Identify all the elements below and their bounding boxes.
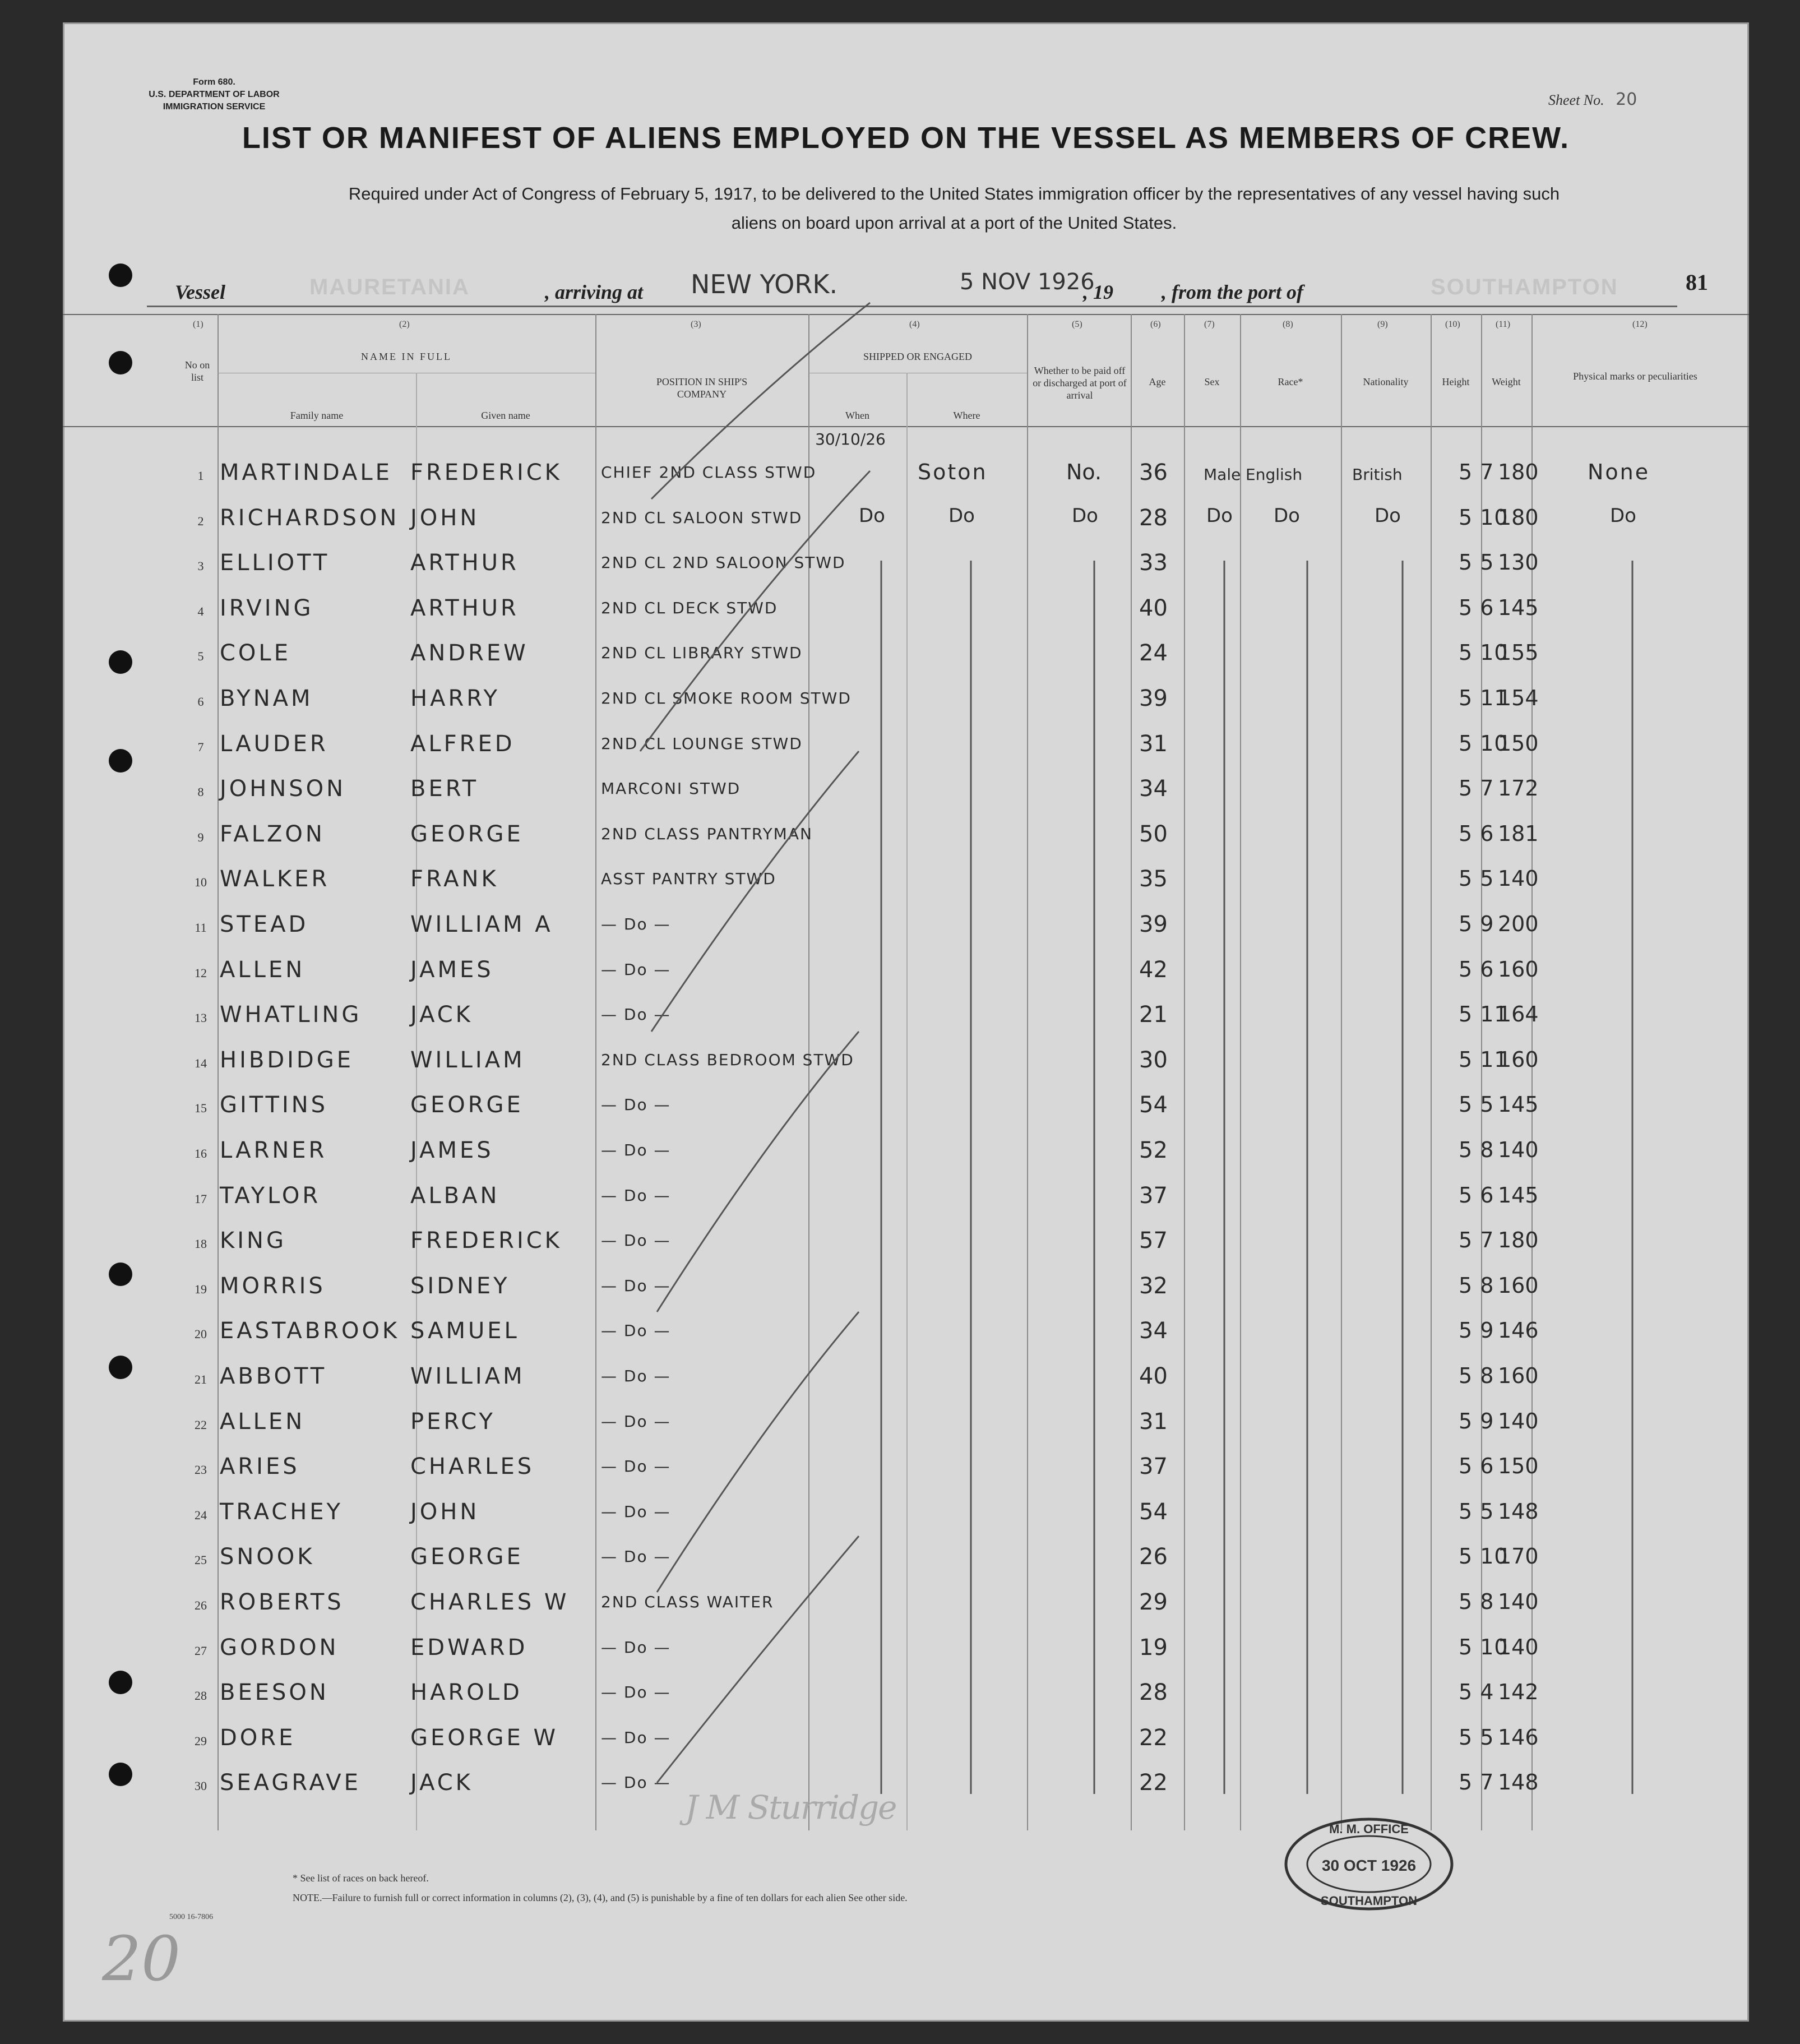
family-name: FALZON	[220, 821, 325, 847]
row-number: 28	[195, 1689, 207, 1703]
family-name: MARTINDALE	[220, 460, 392, 485]
age: 24	[1139, 640, 1168, 667]
family-name: COLE	[220, 640, 291, 667]
row-number: 24	[195, 1507, 207, 1522]
check-stroke	[657, 1536, 859, 1783]
family-name: BEESON	[220, 1680, 329, 1706]
row2-sex: Do	[1206, 505, 1233, 527]
row-number: 17	[195, 1191, 207, 1206]
col-num: (1)	[193, 320, 203, 329]
arrival-date: 5 NOV 1926	[960, 269, 1095, 295]
family-name: ELLIOTT	[220, 550, 330, 576]
arriving-label: , arriving at	[545, 281, 644, 303]
check-stroke	[640, 471, 870, 751]
col-num: (5)	[1072, 320, 1082, 329]
form-code: 5000 16-7806	[169, 1913, 214, 1921]
family-name: IRVING	[220, 595, 314, 621]
age: 39	[1139, 686, 1168, 711]
col-num: (12)	[1632, 320, 1648, 329]
weight: 160	[1498, 956, 1539, 982]
position: — Do —	[601, 1321, 671, 1340]
hdr-family-name: Family name	[290, 410, 344, 421]
check-stroke	[651, 303, 870, 499]
weight: 145	[1498, 595, 1539, 620]
arriving-port: NEW YORK.	[691, 269, 838, 299]
given-name: JACK	[410, 1770, 473, 1796]
row1-paid: No.	[1066, 460, 1102, 484]
margin-note: 20	[102, 1923, 181, 1995]
position: — Do —	[601, 915, 671, 933]
family-name: TRACHEY	[220, 1499, 343, 1525]
height: 5 9	[1459, 912, 1494, 936]
position: — Do —	[601, 1773, 671, 1792]
family-name: DORE	[220, 1724, 296, 1751]
height: 5 5	[1459, 1724, 1494, 1750]
height: 5 11	[1459, 1002, 1509, 1027]
row2-when: Do	[859, 505, 885, 527]
check-stroke	[657, 1312, 859, 1592]
age: 54	[1139, 1499, 1168, 1525]
weight: 142	[1498, 1680, 1539, 1705]
age: 40	[1139, 1363, 1168, 1389]
position: — Do —	[601, 1141, 671, 1159]
row1-sex: Male	[1204, 465, 1241, 484]
form-number: Form 680.	[193, 77, 235, 87]
given-name: SIDNEY	[410, 1273, 510, 1299]
age: 39	[1139, 912, 1168, 937]
family-name: GITTINS	[220, 1092, 328, 1118]
weight: 172	[1498, 776, 1539, 801]
height: 5 5	[1459, 1499, 1494, 1524]
family-name: SEAGRAVE	[220, 1770, 361, 1796]
row-number: 5	[197, 649, 204, 664]
height: 5 10	[1459, 640, 1509, 665]
weight: 160	[1498, 1047, 1539, 1072]
weight: 145	[1498, 1182, 1539, 1208]
position: — Do —	[601, 1457, 671, 1476]
from-port: SOUTHAMPTON	[1431, 275, 1618, 299]
height: 5 6	[1459, 1182, 1494, 1208]
age: 29	[1139, 1589, 1168, 1615]
row-number: 27	[195, 1643, 207, 1658]
height: 5 7	[1459, 776, 1494, 801]
position: — Do —	[601, 1186, 671, 1205]
hdr-shipped: SHIPPED OR ENGAGED	[863, 351, 972, 362]
weight: 140	[1498, 866, 1539, 891]
height: 5 11	[1459, 686, 1509, 710]
row-number: 13	[195, 1011, 207, 1025]
weight: 180	[1498, 505, 1539, 530]
weight: 160	[1498, 1273, 1539, 1298]
hdr-age: Age	[1149, 376, 1166, 387]
given-name: FREDERICK	[410, 1228, 562, 1254]
hdr-where: Where	[953, 410, 980, 421]
row1-marks: None	[1588, 460, 1650, 484]
given-name: GEORGE	[410, 821, 524, 847]
family-name: ARIES	[220, 1454, 300, 1480]
row2-nationality: Do	[1375, 505, 1401, 527]
family-name: JOHNSON	[220, 776, 346, 802]
given-name: JOHN	[410, 1499, 480, 1525]
weight: 180	[1498, 460, 1539, 484]
manifest-sheet	[63, 22, 1749, 2022]
hdr-when: When	[845, 410, 869, 421]
family-name: GORDON	[220, 1634, 339, 1661]
row-number: 12	[195, 965, 207, 980]
height: 5 5	[1459, 866, 1494, 891]
family-name: TAYLOR	[220, 1182, 321, 1209]
given-name: PERCY	[410, 1408, 496, 1435]
weight: 154	[1498, 686, 1539, 710]
page-title: LIST OR MANIFEST OF ALIENS EMPLOYED ON THE VESSEL AS MEMBERS OF CREW.	[242, 121, 1570, 155]
department: U.S. DEPARTMENT OF LABOR	[149, 90, 280, 99]
row2-marks: Do	[1610, 505, 1636, 527]
row2-where: Do	[948, 505, 975, 527]
row2-race: Do	[1274, 505, 1300, 527]
hdr-nationality: Nationality	[1363, 376, 1409, 387]
stamp-date: 30 OCT 1926	[1321, 1857, 1417, 1874]
row-number: 3	[197, 559, 204, 574]
family-name: ALLEN	[220, 1408, 306, 1435]
given-name: JAMES	[410, 956, 494, 983]
row-number: 14	[195, 1056, 207, 1070]
position: — Do —	[601, 1276, 671, 1295]
height: 5 8	[1459, 1363, 1494, 1388]
weight: 150	[1498, 730, 1539, 756]
height: 5 6	[1459, 821, 1494, 846]
age: 28	[1139, 505, 1168, 531]
col-num: (10)	[1445, 320, 1460, 329]
col-num: (9)	[1377, 320, 1388, 329]
hdr-height: Height	[1442, 376, 1470, 387]
age: 37	[1139, 1182, 1168, 1209]
row-number: 18	[195, 1237, 207, 1251]
row-number: 1	[197, 469, 204, 483]
position: CHIEF 2ND CLASS STWD	[601, 463, 817, 482]
position: — Do —	[601, 1728, 671, 1747]
col-num: (2)	[399, 320, 410, 329]
vessel-label: Vessel	[175, 281, 225, 303]
given-name: GEORGE W	[410, 1724, 559, 1751]
age: 26	[1139, 1544, 1168, 1570]
position: — Do —	[601, 1547, 671, 1566]
position: — Do —	[601, 1638, 671, 1657]
col-num: (3)	[691, 320, 701, 329]
given-name: BERT	[410, 776, 479, 802]
weight: 148	[1498, 1499, 1539, 1524]
given-name: FRANK	[410, 866, 499, 892]
row-number: 8	[197, 785, 204, 799]
stamp-bottom: SOUTHAMPTON	[1321, 1894, 1417, 1908]
height: 5 4	[1459, 1680, 1494, 1705]
weight: 148	[1498, 1770, 1539, 1795]
row-number: 20	[195, 1327, 207, 1342]
position: 2ND CL LOUNGE STWD	[601, 734, 803, 753]
weight: 180	[1498, 1228, 1539, 1253]
age: 36	[1139, 460, 1168, 485]
age: 31	[1139, 1408, 1168, 1435]
position: MARCONI STWD	[601, 779, 741, 798]
row-number: 23	[195, 1463, 207, 1477]
height: 5 8	[1459, 1273, 1494, 1298]
family-name: SNOOK	[220, 1544, 315, 1570]
position: 2ND CL SMOKE ROOM STWD	[601, 689, 852, 707]
row2-paid: Do	[1072, 505, 1098, 527]
height: 5 6	[1459, 1454, 1494, 1479]
family-name: ALLEN	[220, 956, 306, 983]
subtitle-line-1: Required under Act of Congress of February 5, 1917, to be delivered to the United States immigration officer by the representatives of any vessel having such	[348, 184, 1560, 204]
vessel-name: MAURETANIA	[309, 275, 470, 299]
given-name: WILLIAM	[410, 1363, 525, 1389]
position: — Do —	[601, 1095, 671, 1115]
from-label: , from the port of	[1162, 281, 1304, 303]
weight: 170	[1498, 1544, 1539, 1569]
hdr-given-name: Given name	[481, 410, 530, 421]
height: 5 5	[1459, 1092, 1494, 1117]
family-name: STEAD	[220, 912, 309, 937]
hdr-no-on-list: No on list	[184, 359, 210, 383]
family-name: HIBDIDGE	[220, 1047, 354, 1073]
family-name: KING	[220, 1228, 286, 1254]
weight: 181	[1498, 821, 1539, 846]
year-label: , 19	[1083, 281, 1113, 303]
family-name: ROBERTS	[220, 1589, 344, 1615]
family-name: WALKER	[220, 866, 330, 892]
position: 2ND CLASS WAITER	[601, 1593, 774, 1611]
given-name: EDWARD	[410, 1634, 528, 1661]
given-name: ARTHUR	[410, 595, 519, 621]
service: IMMIGRATION SERVICE	[163, 102, 266, 112]
height: 5 11	[1459, 1047, 1509, 1072]
hdr-marks: Physical marks or peculiarities	[1573, 371, 1697, 382]
given-name: JACK	[410, 1002, 473, 1028]
given-name: JOHN	[410, 505, 480, 531]
row1-where: Soton	[918, 460, 988, 484]
height: 5 9	[1459, 1408, 1494, 1433]
row-number: 19	[195, 1282, 207, 1296]
position: — Do —	[601, 1683, 671, 1702]
given-name: ANDREW	[410, 640, 529, 667]
sheet-value: 20	[1616, 90, 1637, 109]
given-name: ALFRED	[410, 730, 515, 757]
family-name: WHATLING	[220, 1002, 362, 1028]
row-number: 7	[197, 739, 204, 754]
age: 34	[1139, 1318, 1168, 1344]
weight: 150	[1498, 1454, 1539, 1479]
hdr-weight: Weight	[1492, 376, 1521, 387]
weight: 200	[1498, 912, 1539, 936]
row-number: 25	[195, 1553, 207, 1567]
weight: 146	[1498, 1318, 1539, 1343]
col-num: (4)	[909, 320, 920, 329]
position: — Do —	[601, 1412, 671, 1431]
col-num: (11)	[1496, 320, 1511, 329]
given-name: GEORGE	[410, 1544, 524, 1570]
row-number: 21	[195, 1372, 207, 1386]
age: 57	[1139, 1228, 1168, 1254]
height: 5 5	[1459, 550, 1494, 575]
weight: 140	[1498, 1634, 1539, 1659]
row1-nationality: British	[1352, 465, 1403, 484]
row-number: 10	[195, 875, 207, 890]
weight: 140	[1498, 1589, 1539, 1614]
footnote-note: NOTE.—Failure to furnish full or correct information in columns (2), (3), (4), and (5) is punishable by a fine of ten dollars for each alien See other side.	[293, 1892, 908, 1903]
height: 5 9	[1459, 1318, 1494, 1343]
height: 5 7	[1459, 460, 1494, 484]
signature: J M Sturridge	[685, 1788, 896, 1826]
given-name: CHARLES	[410, 1454, 535, 1480]
row1-when: 30/10/26	[815, 430, 886, 448]
age: 31	[1139, 730, 1168, 757]
position: — Do —	[601, 1231, 671, 1250]
family-name: EASTABROOK	[220, 1318, 400, 1344]
age: 22	[1139, 1770, 1168, 1796]
height: 5 10	[1459, 730, 1509, 756]
position: 2ND CL DECK STWD	[601, 598, 778, 617]
weight: 164	[1498, 1002, 1539, 1027]
age: 19	[1139, 1634, 1168, 1661]
weight: 130	[1498, 550, 1539, 575]
weight: 160	[1498, 1363, 1539, 1388]
position: 2ND CL 2ND SALOON STWD	[601, 553, 846, 572]
position: — Do —	[601, 960, 671, 979]
height: 5 7	[1459, 1228, 1494, 1253]
age: 54	[1139, 1092, 1168, 1118]
row-number: 15	[195, 1101, 207, 1116]
ditto-lines	[63, 22, 1749, 2022]
row-number: 26	[195, 1598, 207, 1612]
check-stroke	[651, 751, 859, 1032]
hdr-position: POSITION IN SHIP'S COMPANY	[656, 376, 748, 400]
weight: 140	[1498, 1137, 1539, 1162]
weight: 140	[1498, 1408, 1539, 1433]
hdr-paid-off: Whether to be paid off or discharged at port of arrival	[1033, 365, 1127, 401]
col-num: (6)	[1150, 320, 1161, 329]
height: 5 6	[1459, 956, 1494, 982]
position: 2ND CLASS PANTRYMAN	[601, 824, 813, 843]
age: 42	[1139, 956, 1168, 983]
age: 52	[1139, 1137, 1168, 1163]
family-name: MORRIS	[220, 1273, 326, 1299]
page-number: 81	[1686, 270, 1708, 295]
check-stroke	[657, 1032, 859, 1312]
height: 5 10	[1459, 505, 1509, 530]
given-name: GEORGE	[410, 1092, 524, 1118]
given-name: CHARLES W	[410, 1589, 570, 1615]
height: 5 8	[1459, 1589, 1494, 1614]
height: 5 10	[1459, 1544, 1509, 1569]
position: — Do —	[601, 1502, 671, 1521]
position: — Do —	[601, 1005, 671, 1024]
position: — Do —	[601, 1367, 671, 1385]
col-num: (7)	[1204, 320, 1215, 329]
sheet-label: Sheet No.	[1548, 92, 1604, 108]
family-name: LARNER	[220, 1137, 327, 1163]
position: 2ND CLASS BEDROOM STWD	[601, 1050, 854, 1069]
height: 5 8	[1459, 1137, 1494, 1162]
age: 32	[1139, 1273, 1168, 1299]
height: 5 7	[1459, 1770, 1494, 1795]
subtitle-line-2: aliens on board upon arrival at a port of the United States.	[731, 213, 1177, 233]
hdr-name-in-full: NAME IN FULL	[361, 351, 452, 362]
row-number: 30	[195, 1779, 207, 1793]
age: 30	[1139, 1047, 1168, 1073]
family-name: LAUDER	[220, 730, 328, 757]
age: 34	[1139, 776, 1168, 802]
age: 33	[1139, 550, 1168, 576]
row-number: 6	[197, 695, 204, 709]
hdr-sex: Sex	[1204, 376, 1220, 387]
age: 50	[1139, 821, 1168, 847]
height: 5 6	[1459, 595, 1494, 620]
height: 5 10	[1459, 1634, 1509, 1659]
given-name: SAMUEL	[410, 1318, 520, 1344]
family-name: BYNAM	[220, 686, 313, 711]
age: 22	[1139, 1724, 1168, 1751]
row-number: 11	[195, 921, 207, 935]
row1-race: English	[1246, 465, 1303, 484]
weight: 145	[1498, 1092, 1539, 1117]
family-name: ABBOTT	[220, 1363, 327, 1389]
weight: 155	[1498, 640, 1539, 665]
family-name: RICHARDSON	[220, 505, 400, 531]
office-stamp	[1282, 1816, 1456, 1912]
given-name: FREDERICK	[410, 460, 562, 485]
row-number: 2	[197, 514, 204, 528]
position: 2ND CL LIBRARY STWD	[601, 644, 803, 663]
given-name: ARTHUR	[410, 550, 519, 576]
row-number: 22	[195, 1417, 207, 1432]
given-name: ALBAN	[410, 1182, 500, 1209]
row-number: 29	[195, 1733, 207, 1748]
given-name: JAMES	[410, 1137, 494, 1163]
age: 40	[1139, 595, 1168, 621]
age: 37	[1139, 1454, 1168, 1480]
given-name: WILLIAM	[410, 1047, 525, 1073]
age: 21	[1139, 1002, 1168, 1028]
age: 28	[1139, 1680, 1168, 1706]
given-name: WILLIAM A	[410, 912, 553, 937]
col-num: (8)	[1283, 320, 1293, 329]
hdr-race: Race*	[1278, 376, 1303, 387]
weight: 146	[1498, 1724, 1539, 1750]
stamp-top: M. M. OFFICE	[1329, 1822, 1409, 1836]
position: ASST PANTRY STWD	[601, 870, 776, 889]
given-name: HAROLD	[410, 1680, 522, 1706]
row-number: 4	[197, 604, 204, 618]
position: 2ND CL SALOON STWD	[601, 508, 803, 527]
row-number: 9	[197, 830, 204, 844]
footnote-races: * See list of races on back hereof.	[293, 1872, 429, 1884]
age: 35	[1139, 866, 1168, 892]
given-name: HARRY	[410, 686, 500, 711]
row-number: 16	[195, 1146, 207, 1160]
